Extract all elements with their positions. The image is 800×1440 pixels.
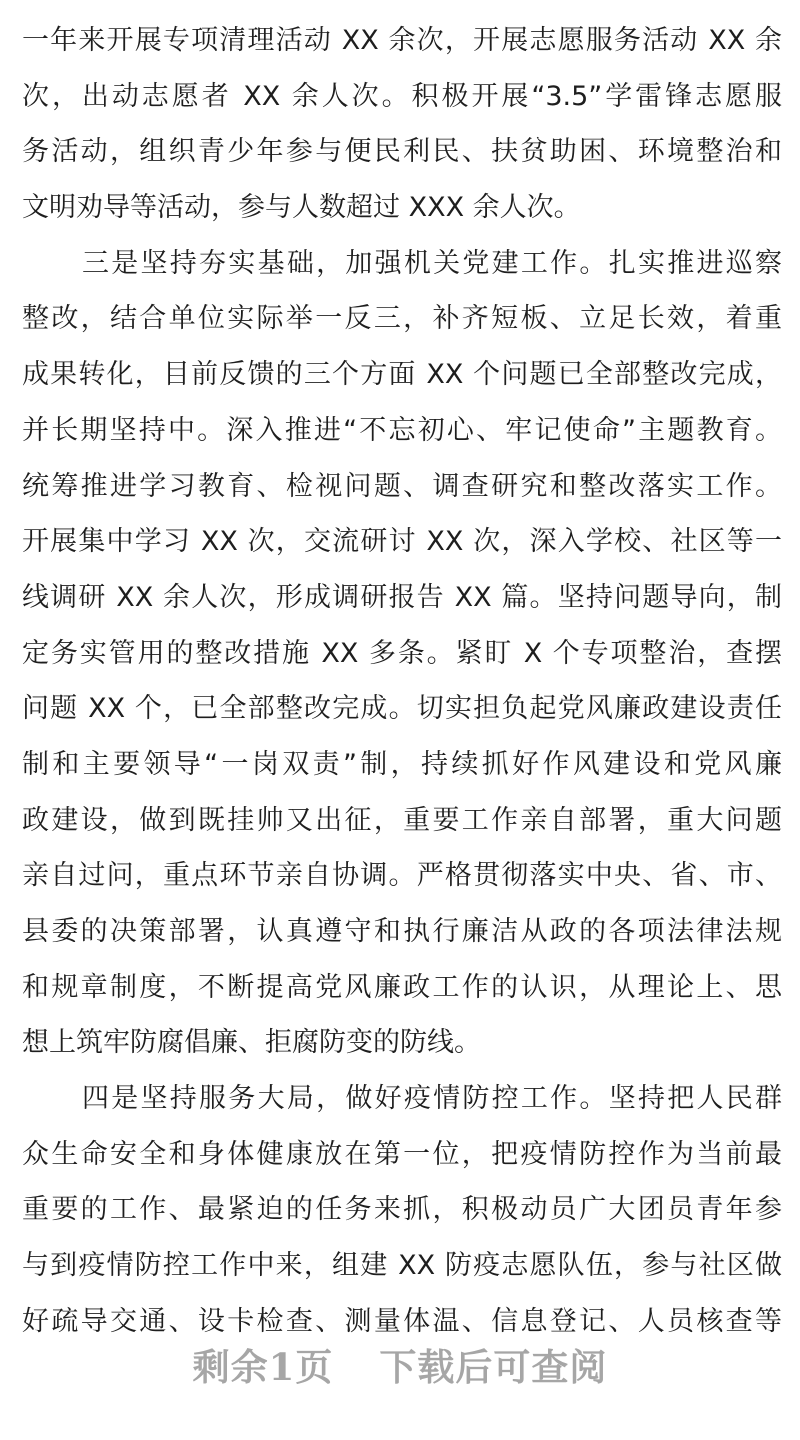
text-line-16: 亲自过问，重点环节亲自协调。严格贯彻落实中央、省、市、 [22, 860, 782, 892]
text-line-19: 想上筑牢防腐倡廉、拒腐防变的防线。 [22, 1027, 481, 1059]
text-line-12: 定务实管用的整改措施 XX 多条。紧盯 X 个专项整治，查摆 [22, 637, 782, 669]
text-line-7: 成果转化，目前反馈的三个方面 XX 个问题已全部整改完成， [22, 359, 782, 391]
text-line-22: 重要的工作、最紧迫的任务来抓，积极动员广大团员青年参 [22, 1194, 782, 1226]
text-line-3: 务活动，组织青少年参与便民利民、扶贫助困、环境整治和 [22, 136, 782, 168]
download-prompt-label[interactable]: 下载后可查阅 [379, 1345, 608, 1389]
text-line-2: 次，出动志愿者 XX 余人次。积极开展“3.5”学雷锋志愿服 [22, 80, 782, 112]
remaining-pages-label: 剩余1页 [192, 1345, 334, 1389]
text-line-15: 政建设，做到既挂帅又出征，重要工作亲自部署，重大问题 [22, 804, 782, 836]
text-line-1: 一年来开展专项清理活动 XX 余次，开展志愿服务活动 XX 余 [22, 25, 782, 56]
text-line-4: 文明劝导等活动，参与人数超过 XXX 余人次。 [22, 192, 581, 224]
text-line-13: 问题 XX 个，已全部整改完成。切实担负起党风廉政建设责任 [22, 693, 782, 725]
text-line-9: 统筹推进学习教育、检视问题、调查研究和整改落实工作。 [22, 470, 782, 502]
text-line-24: 好疏导交通、设卡检查、测量体温、信息登记、人员核查等 [22, 1305, 782, 1337]
download-banner[interactable] [0, 1334, 800, 1394]
document-body [22, 13, 782, 1350]
text-line-21: 众生命安全和身体健康放在第一位，把疫情防控作为当前最 [22, 1138, 782, 1170]
text-line-8: 并长期坚持中。深入推进“不忘初心、牢记使命”主题教育。 [22, 414, 782, 446]
paragraph-3-start: 三是坚持夯实基础，加强机关党建工作。扎实推进巡察 [82, 247, 782, 279]
text-line-10: 开展集中学习 XX 次，交流研讨 XX 次，深入学校、社区等一 [22, 526, 782, 558]
text-line-6: 整改，结合单位实际举一反三，补齐短板、立足长效，着重 [22, 303, 782, 335]
text-line-17: 县委的决策部署，认真遵守和执行廉洁从政的各项法律法规 [22, 916, 782, 947]
text-line-14: 制和主要领导“一岗双责”制，持续抓好作风建设和党风廉 [22, 748, 782, 780]
paragraph-4-start: 四是坚持服务大局，做好疫情防控工作。坚持把人民群 [82, 1083, 782, 1115]
text-line-11: 线调研 XX 余人次，形成调研报告 XX 篇。坚持问题导向，制 [22, 581, 782, 613]
text-line-23: 与到疫情防控工作中来，组建 XX 防疫志愿队伍，参与社区做 [22, 1250, 782, 1282]
text-line-18: 和规章制度，不断提高党风廉政工作的认识，从理论上、思 [22, 971, 782, 1003]
